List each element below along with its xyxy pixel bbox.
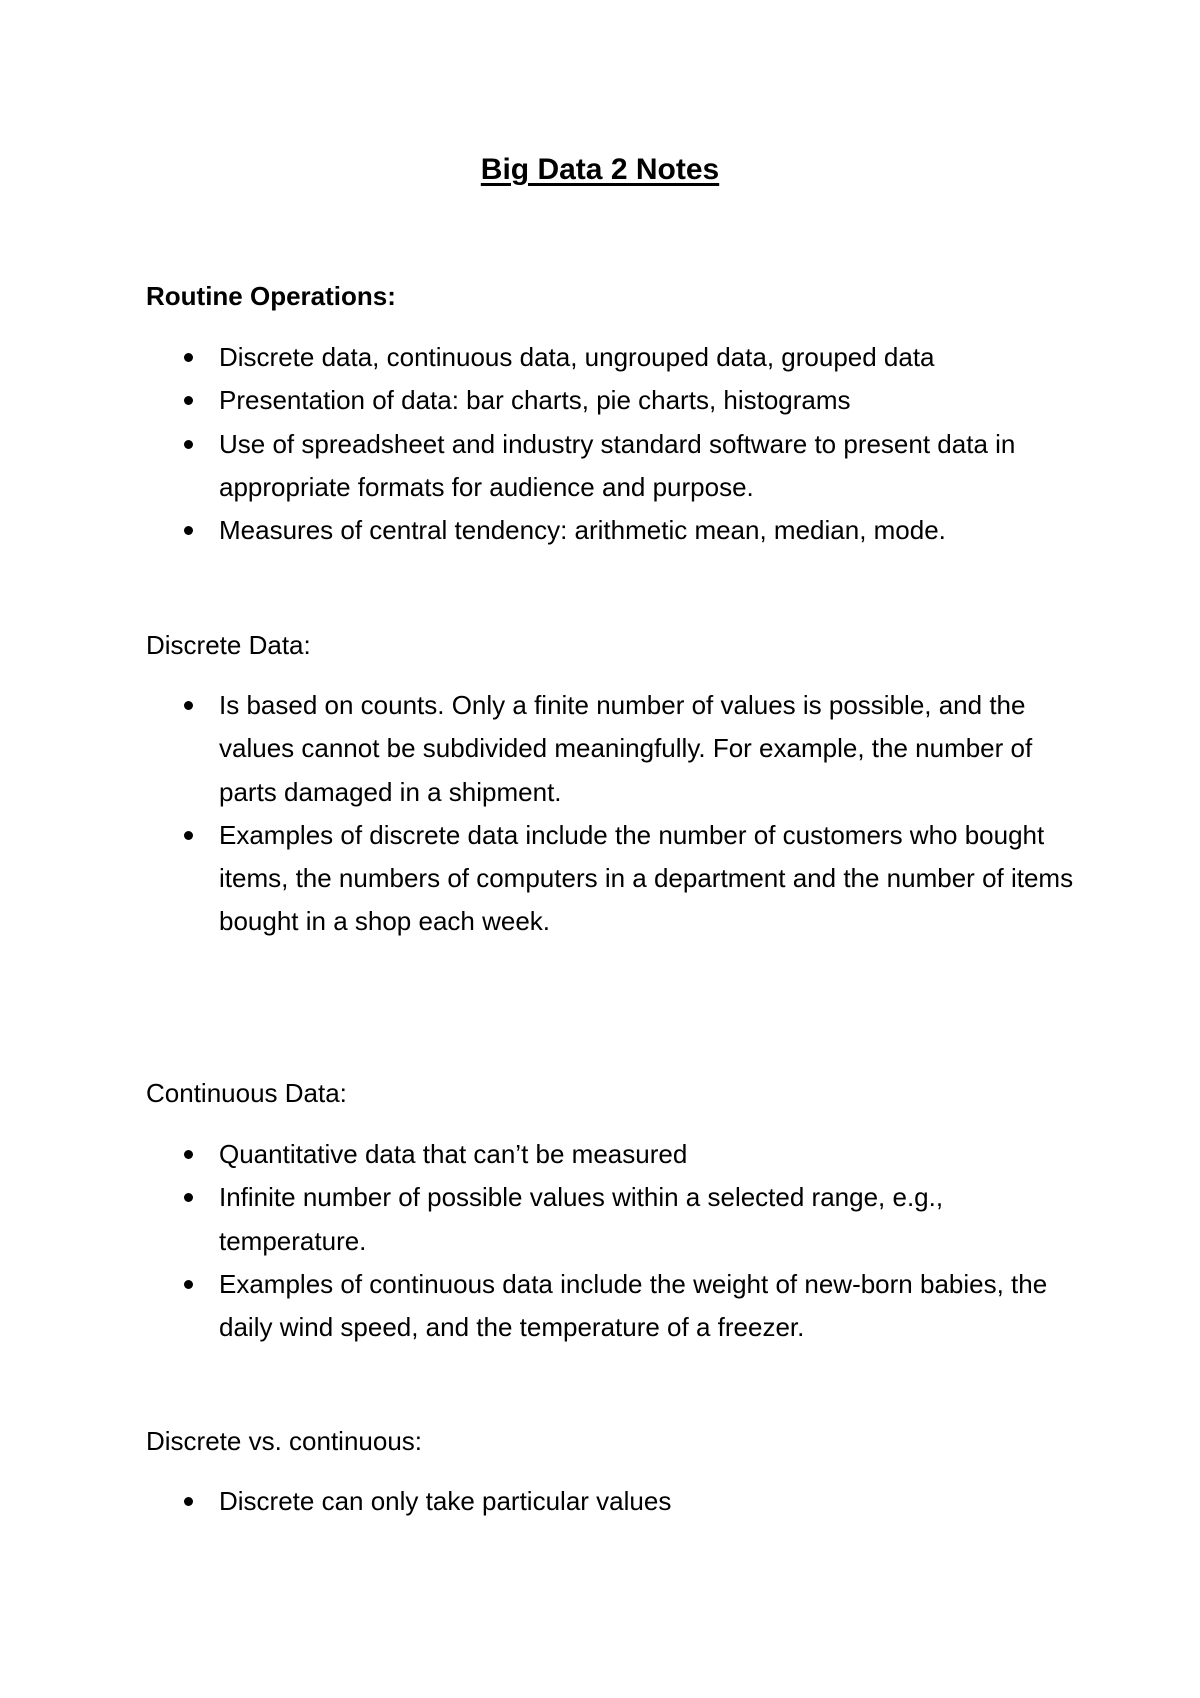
section-heading-discrete-vs-continuous: Discrete vs. continuous: <box>146 1426 423 1456</box>
discrete-data-list <box>146 684 1076 944</box>
bullet-icon <box>184 1193 193 1202</box>
list-item <box>146 423 1076 510</box>
list-item-text: Examples of continuous data include the weight of new-born babies, the daily wind speed, and the temperature of a freezer. <box>219 1268 1048 1343</box>
bullet-icon <box>184 831 193 840</box>
list-item-text: Discrete data, continuous data, ungrouped data, grouped data <box>219 342 935 372</box>
list-item <box>146 684 1076 814</box>
list-item <box>146 509 1076 552</box>
bullet-icon <box>184 701 193 710</box>
list-item-text: Is based on counts. Only a finite number of values is possible, and the values cannot be subdivided meaningfully. For example, the number of parts damaged in a shipment. <box>219 690 1033 807</box>
discrete-vs-continuous-list <box>146 1480 1076 1523</box>
list-item-text: Measures of central tendency: arithmetic mean, median, mode. <box>219 515 946 546</box>
continuous-data-list <box>146 1133 1076 1349</box>
list-item-text: Quantitative data that can’t be measured <box>219 1139 688 1169</box>
list-item <box>146 814 1076 944</box>
list-item-text: Infinite number of possible values within a selected range, e.g., temperature. <box>219 1182 944 1256</box>
bullet-icon <box>184 396 193 405</box>
section-heading-routine-operations: Routine Operations: <box>146 281 396 311</box>
section-heading-continuous-data: Continuous Data: <box>146 1078 347 1108</box>
list-item <box>146 379 1076 422</box>
bullet-icon <box>184 353 193 362</box>
list-item-text: Presentation of data: bar charts, pie charts, histograms <box>219 385 851 416</box>
routine-operations-list <box>146 336 1076 552</box>
section-heading-discrete-data: Discrete Data: <box>146 630 311 660</box>
list-item <box>146 1133 1076 1176</box>
list-item-text: Use of spreadsheet and industry standard software to present data in appropriate formats for audience and purpose. <box>219 428 1016 502</box>
list-item-text: Examples of discrete data include the number of customers who bought items, the numbers of computers in a department and the number of items bought in a shop each week. <box>219 819 1074 937</box>
bullet-icon <box>184 440 193 449</box>
list-item <box>146 336 1076 379</box>
list-item-text: Discrete can only take particular values <box>219 1486 672 1516</box>
bullet-icon <box>184 526 193 535</box>
bullet-icon <box>184 1150 193 1159</box>
bullet-icon <box>184 1280 193 1289</box>
list-item <box>146 1176 1076 1263</box>
bullet-icon <box>184 1497 193 1506</box>
list-item <box>146 1480 1076 1523</box>
list-item <box>146 1263 1076 1350</box>
document-title: Big Data 2 Notes <box>480 153 720 186</box>
